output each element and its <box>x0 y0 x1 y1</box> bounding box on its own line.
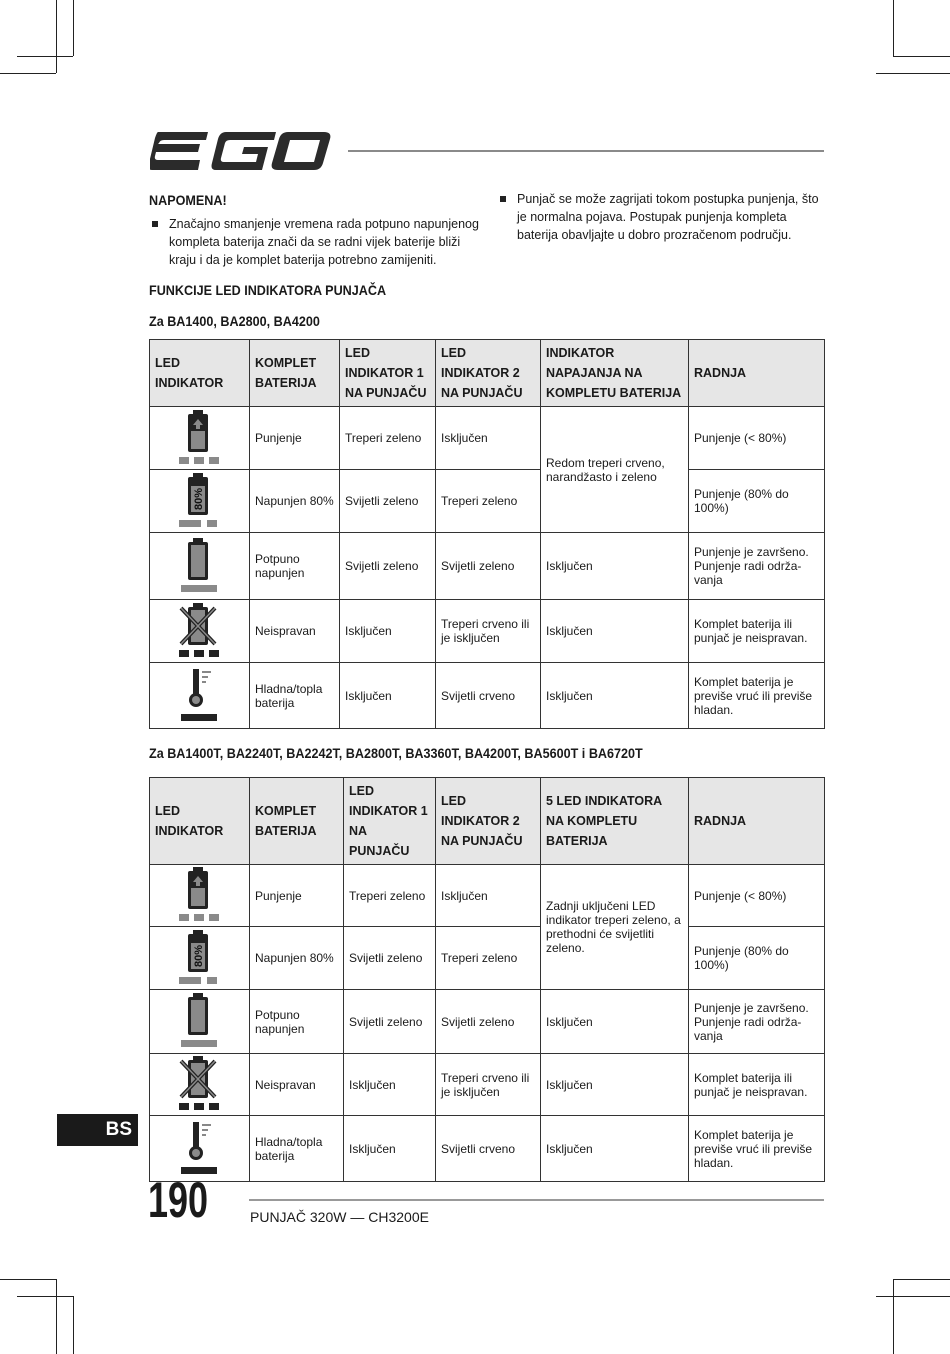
pack-status: Hladna/topla baterija <box>250 1116 344 1182</box>
crop-mark <box>73 1296 74 1354</box>
section-title: FUNKCIJE LED INDIKATORA PUNJAČA <box>149 282 387 298</box>
crop-mark <box>893 1279 950 1280</box>
crop-mark <box>893 1279 894 1354</box>
table-row <box>150 600 825 663</box>
crop-mark <box>73 0 74 56</box>
pack-status: Punjenje <box>250 865 344 927</box>
charger-led-1: Isključen <box>344 1054 436 1116</box>
crop-mark <box>17 1296 73 1297</box>
charger-led-1: Isključen <box>340 663 436 729</box>
table2-title: Za BA1400T, BA2240T, BA2242T, BA2800T, BA3360T, BA4200T, BA5600T i BA6720T <box>149 745 643 761</box>
battery-80-label: 80% <box>192 944 205 967</box>
charger-led-2: Svijetli crveno <box>436 1116 541 1182</box>
charger-led-2: Isključen <box>436 407 541 470</box>
pack-indicator: Isključen <box>541 1054 689 1116</box>
crop-mark <box>893 56 950 57</box>
icon-cell <box>150 865 250 927</box>
language-tab <box>57 1114 138 1146</box>
action: Punjenje (80% do 100%) <box>689 470 825 533</box>
pack-status: Neispravan <box>250 1054 344 1116</box>
pack-indicator: Isključen <box>541 663 689 729</box>
charger-led-1: Svijetli zeleno <box>340 533 436 600</box>
charger-led-1: Treperi zeleno <box>340 407 436 470</box>
header-action: RADNJA <box>689 340 825 407</box>
note-bullet: Značajno smanjenje vremena rada potpuno napunjenog kompleta baterija znači da se radni vijek baterije bliži kraju i da je komplet baterija potrebno zamijeniti. <box>152 215 482 269</box>
pack-status: Neispravan <box>250 600 340 663</box>
language-tab-label: BS <box>105 1119 132 1140</box>
table-row <box>150 1054 825 1116</box>
charger-led-2: Svijetli zeleno <box>436 533 541 600</box>
header-led-indicator: LED INDIKATOR <box>150 778 250 865</box>
action: Punjenje je završeno. Punjenje radi održa-vanja <box>689 533 825 600</box>
icon-cell <box>150 470 250 533</box>
table-row <box>150 927 825 990</box>
icon-cell <box>150 927 250 990</box>
table-header-row <box>150 778 825 865</box>
icon-cell <box>150 663 250 729</box>
action: Punjenje (80% do 100%) <box>689 927 825 990</box>
thermometer-icon <box>175 1119 225 1175</box>
table1-title: Za BA1400, BA2800, BA4200 <box>149 313 320 329</box>
crop-mark <box>0 73 56 74</box>
action: Punjenje je završeno. Punjenje radi održa-vanja <box>689 990 825 1054</box>
icon-cell <box>150 990 250 1054</box>
bullet-square-icon <box>500 196 506 202</box>
pack-status: Napunjen 80% <box>250 927 344 990</box>
charger-led-2: Treperi crveno ili je isključen <box>436 1054 541 1116</box>
icon-cell <box>150 407 250 470</box>
charger-led-2: Svijetli crveno <box>436 663 541 729</box>
note-title: NAPOMENA! <box>149 192 227 208</box>
header-pack-indicator: 5 LED INDIKATORA NA KOMPLETU BATERIJA <box>541 778 689 865</box>
charger-led-2: Treperi zeleno <box>436 927 541 990</box>
table-row <box>150 533 825 600</box>
header-action: RADNJA <box>689 778 825 865</box>
battery-faulty-icon <box>175 602 225 658</box>
icon-cell <box>150 600 250 663</box>
note-bullet: Punjač se može zagrijati tokom postupka punjenja, što je normalna pojava. Postupak punjenja kompleta baterija obavljajte u dobro prozračenom području. <box>500 190 825 244</box>
charger-led-1: Svijetli zeleno <box>344 927 436 990</box>
charger-led-2: Svijetli zeleno <box>436 990 541 1054</box>
header-rule <box>348 150 824 152</box>
battery-charging-icon <box>175 866 225 922</box>
charger-led-2: Treperi zeleno <box>436 470 541 533</box>
header-charger-led-1: LED INDIKATOR 1 NA PUNJAČU <box>344 778 436 865</box>
action: Komplet baterija je previše vruć ili previše hladan. <box>689 663 825 729</box>
pack-status: Potpuno napunjen <box>250 990 344 1054</box>
table-row <box>150 663 825 729</box>
battery-faulty-icon <box>175 1055 225 1111</box>
header-battery-pack: KOMPLET BATERIJA <box>250 340 340 407</box>
header-charger-led-1: LED INDIKATOR 1 NA PUNJAČU <box>340 340 436 407</box>
crop-mark <box>56 0 57 73</box>
charger-led-1: Isključen <box>344 1116 436 1182</box>
footer-rule <box>249 1199 824 1201</box>
crop-mark <box>0 1279 56 1280</box>
footer-text: PUNJAČ 320W — CH3200E <box>250 1209 429 1225</box>
ego-logo <box>150 130 332 172</box>
table-row <box>150 990 825 1054</box>
led-table-1 <box>149 339 825 729</box>
crop-mark <box>876 1296 950 1297</box>
page-number: 190 <box>148 1172 209 1228</box>
action: Komplet baterija ili punjač je neispravan. <box>689 600 825 663</box>
pack-status: Potpuno napunjen <box>250 533 340 600</box>
crop-mark <box>56 1279 57 1354</box>
battery-full-icon <box>175 992 225 1048</box>
pack-indicator: Isključen <box>541 990 689 1054</box>
pack-indicator: Isključen <box>541 600 689 663</box>
charger-led-1: Svijetli zeleno <box>340 470 436 533</box>
table-row <box>150 865 825 927</box>
pack-indicator: Isključen <box>541 1116 689 1182</box>
header-pack-indicator: INDIKATOR NAPAJANJA NA KOMPLETU BATERIJA <box>541 340 689 407</box>
icon-cell <box>150 533 250 600</box>
charger-led-1: Treperi zeleno <box>344 865 436 927</box>
bullet-square-icon <box>152 221 158 227</box>
action: Komplet baterija je previše vruć ili previše hladan. <box>689 1116 825 1182</box>
header-led-indicator: LED INDIKATOR <box>150 340 250 407</box>
thermometer-icon <box>175 666 225 722</box>
action: Punjenje (< 80%) <box>689 865 825 927</box>
icon-cell <box>150 1054 250 1116</box>
action: Komplet baterija ili punjač je neispravan. <box>689 1054 825 1116</box>
battery-80-icon <box>175 929 225 985</box>
pack-indicator: Zadnji uključeni LED indikator treperi zeleno, a prethodni će svijetliti zeleno. <box>541 865 689 990</box>
crop-mark <box>17 56 73 57</box>
table-row <box>150 407 825 470</box>
action: Punjenje (< 80%) <box>689 407 825 470</box>
charger-led-1: Svijetli zeleno <box>344 990 436 1054</box>
battery-full-icon <box>175 537 225 593</box>
battery-80-label: 80% <box>192 487 205 510</box>
battery-charging-icon <box>175 409 225 465</box>
pack-indicator: Redom treperi crveno, narandžasto i zeleno <box>541 407 689 533</box>
charger-led-2: Isključen <box>436 865 541 927</box>
led-table-2 <box>149 777 825 1182</box>
header-charger-led-2: LED INDIKATOR 2 NA PUNJAČU <box>436 340 541 407</box>
pack-indicator: Isključen <box>541 533 689 600</box>
table-row <box>150 470 825 533</box>
pack-status: Napunjen 80% <box>250 470 340 533</box>
table-row <box>150 1116 825 1182</box>
pack-status: Punjenje <box>250 407 340 470</box>
charger-led-2: Treperi crveno ili je isključen <box>436 600 541 663</box>
table-header-row <box>150 340 825 407</box>
battery-80-icon <box>175 472 225 528</box>
header-battery-pack: KOMPLET BATERIJA <box>250 778 344 865</box>
crop-mark <box>876 73 950 74</box>
pack-status: Hladna/topla baterija <box>250 663 340 729</box>
crop-mark <box>893 0 894 56</box>
header-charger-led-2: LED INDIKATOR 2 NA PUNJAČU <box>436 778 541 865</box>
charger-led-1: Isključen <box>340 600 436 663</box>
